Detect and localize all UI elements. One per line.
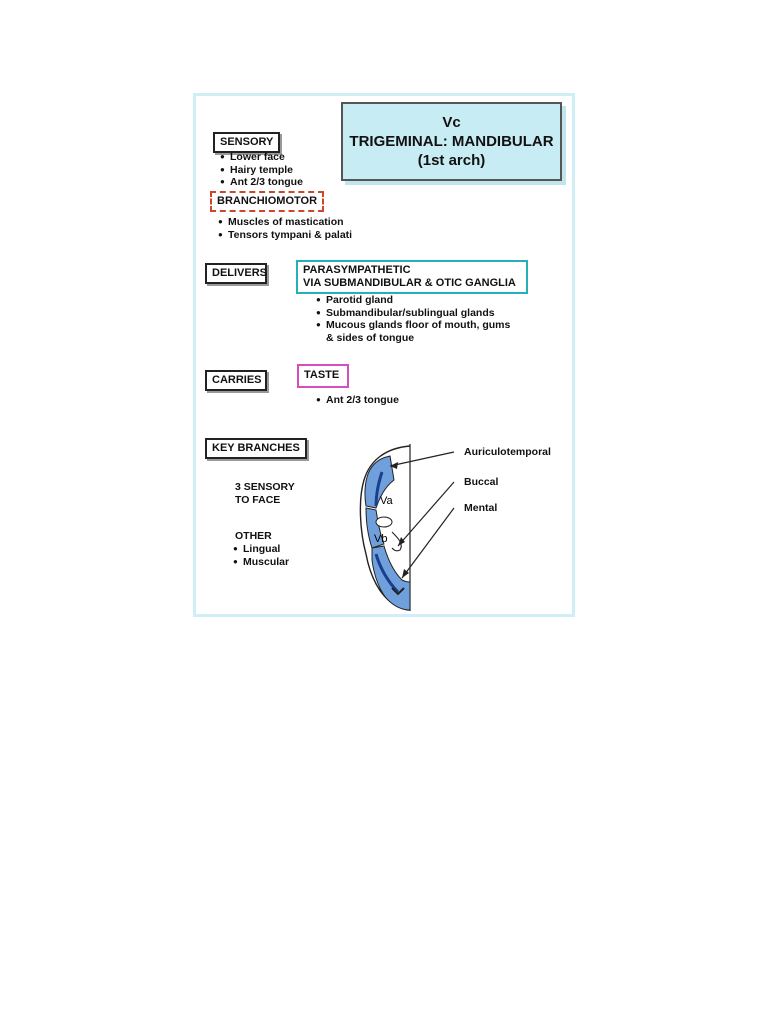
label-mental: Mental <box>464 502 498 514</box>
list-item: ● Muscles of mastication <box>218 216 352 229</box>
title-line-2: TRIGEMINAL: MANDIBULAR <box>349 133 554 150</box>
list-item: ● Hairy temple <box>220 164 303 177</box>
list-item: ● Tensors tympani & palati <box>218 229 352 242</box>
parasympathetic-box <box>296 260 528 294</box>
list-item: ● Muscular <box>233 556 289 569</box>
list-item: ● Lower face <box>220 151 303 164</box>
list-item: ● Lingual <box>233 543 289 556</box>
label-buccal: Buccal <box>464 476 499 488</box>
list-item: ● Mucous glands floor of mouth, gums <box>316 319 510 332</box>
diagram-card <box>193 93 575 617</box>
sensory-to-face-line-2: TO FACE <box>235 493 281 506</box>
sensory-label: SENSORY <box>213 132 280 153</box>
taste-box: TASTE <box>297 364 349 388</box>
list-item: ● Ant 2/3 tongue <box>316 394 399 407</box>
title-line-1: Vc <box>442 114 461 131</box>
sensory-to-face-text <box>235 481 295 506</box>
pointer-line-buccal <box>398 482 454 546</box>
delivers-continuation: & sides of tongue <box>326 332 415 344</box>
list-item: ● Ant 2/3 tongue <box>220 176 303 189</box>
carries-label: CARRIES <box>205 370 267 391</box>
title-line-3: (1st arch) <box>417 152 486 169</box>
pointer-line-auriculotemporal <box>390 452 454 466</box>
list-item: ● Parotid gland <box>316 294 510 307</box>
list-item: ● Submandibular/sublingual glands <box>316 307 510 320</box>
other-list <box>233 543 289 568</box>
sensory-list <box>220 151 303 189</box>
delivers-label: DELIVERS <box>205 263 267 284</box>
sensory-to-face-line-1: 3 SENSORY <box>235 481 295 493</box>
branchiomotor-label: BRANCHIOMOTOR <box>210 191 324 212</box>
label-auriculotemporal: Auriculotemporal <box>464 446 551 458</box>
key-branches-label: KEY BRANCHES <box>205 438 307 459</box>
parasympathetic-line-2: VIA SUBMANDIBULAR & OTIC GANGLIA <box>303 277 516 289</box>
parasympathetic-line-1: PARASYMPATHETIC <box>303 264 411 276</box>
delivers-list <box>316 294 510 332</box>
other-label: OTHER <box>235 530 272 542</box>
branchiomotor-list <box>218 216 352 241</box>
face-label-va: Va <box>380 495 393 507</box>
face-label-vb: Vb <box>374 533 388 545</box>
eye-shape <box>376 517 392 527</box>
title-box <box>341 102 562 181</box>
carries-list <box>316 394 399 407</box>
face-figure <box>346 436 576 616</box>
